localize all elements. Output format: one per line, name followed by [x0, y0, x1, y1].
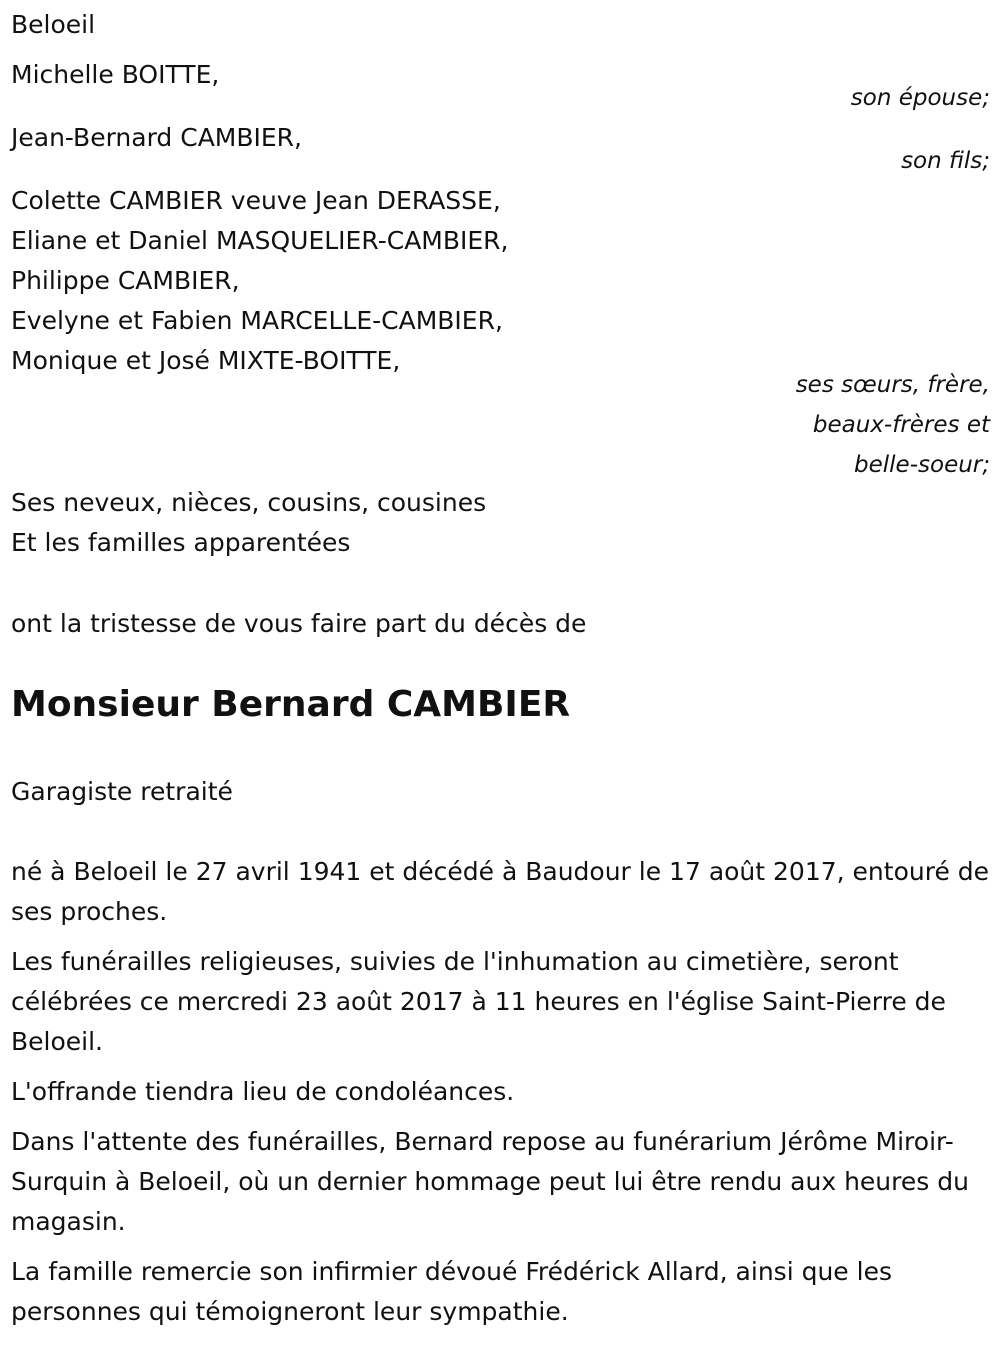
son-role: son fils; [901, 148, 990, 174]
spouse-role: son épouse; [850, 85, 990, 111]
extended-family [11, 483, 486, 563]
extended-family-line: Ses neveux, nièces, cousins, cousines [11, 488, 487, 517]
son-name: Jean-Bernard CAMBIER, [11, 123, 303, 152]
sibling-name: Philippe CAMBIER, [11, 266, 240, 295]
siblings-role-line: ses sœurs, frère, [795, 372, 990, 398]
siblings-role [796, 365, 990, 485]
thanks-paragraph: La famille remercie son infirmier dévoué Frédérick Allard, ainsi que les personnes qui témoigneront leur sympathie. [11, 1257, 892, 1326]
spouse-name: Michelle BOITTE, [11, 60, 220, 89]
offering-paragraph: L'offrande tiendra lieu de condoléances. [11, 1077, 515, 1106]
deceased-name: Monsieur Bernard CAMBIER [11, 684, 571, 725]
siblings-role-line: belle-soeur; [854, 452, 990, 478]
funeral-paragraph: Les funérailles religieuses, suivies de l'inhumation au cimetière, seront célébrées ce mercredi 23 août 2017 à 11 heures en l'église Saint-Pierre de Beloeil. [11, 947, 946, 1056]
sibling-name: Evelyne et Fabien MARCELLE-CAMBIER, [11, 306, 503, 335]
sibling-name: Monique et José MIXTE-BOITTE, [11, 346, 401, 375]
extended-family-line: Et les familles apparentées [11, 528, 351, 557]
deceased-occupation: Garagiste retraité [11, 777, 233, 806]
town-heading: Beloeil [11, 10, 96, 39]
sibling-name: Eliane et Daniel MASQUELIER-CAMBIER, [11, 226, 509, 255]
siblings-role-line: beaux-frères et [812, 412, 990, 438]
birth-death-paragraph: né à Beloeil le 27 avril 1941 et décédé à Baudour le 17 août 2017, entouré de ses proches. [11, 857, 990, 926]
siblings-list [11, 181, 509, 381]
funerarium-paragraph: Dans l'attente des funérailles, Bernard repose au funérarium Jérôme Miroir-Surquin à Beloeil, où un dernier hommage peut lui être rendu aux heures du magasin. [11, 1127, 969, 1236]
sibling-name: Colette CAMBIER veuve Jean DERASSE, [11, 186, 501, 215]
announcement-text: ont la tristesse de vous faire part du décès de [11, 609, 587, 638]
notice-body [11, 852, 990, 1332]
